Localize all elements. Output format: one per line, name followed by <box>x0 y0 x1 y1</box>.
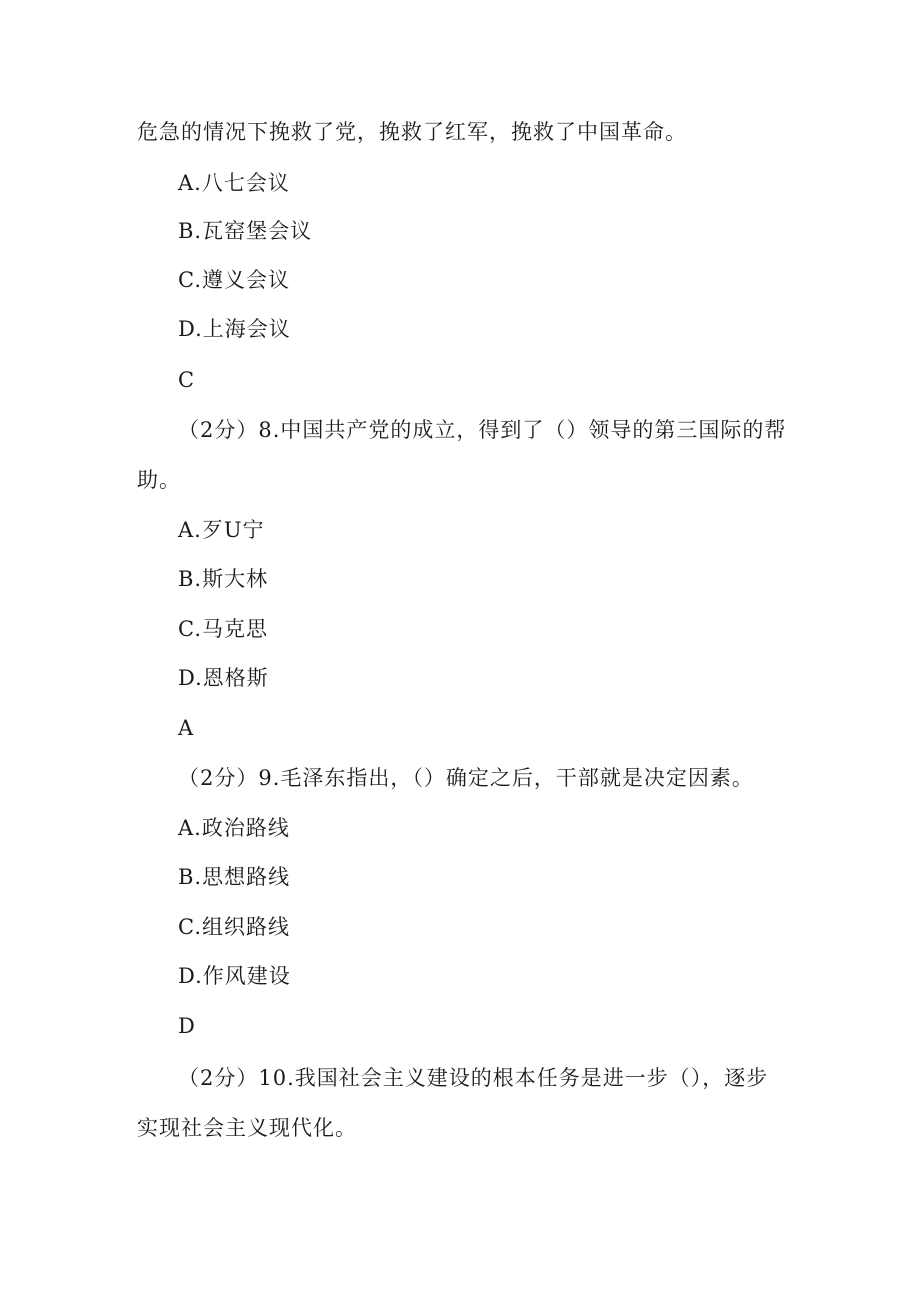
q7-option-a: A.八七会议 <box>178 171 290 195</box>
q8-option-d: D.恩格斯 <box>178 666 269 690</box>
q8-option-b: B.斯大林 <box>178 567 269 591</box>
q8-stem-line1: （2分）8.中国共产党的成立，得到了（）领导的第三国际的帮 <box>178 418 787 442</box>
q7-option-c: C.遵义会议 <box>178 268 290 292</box>
q7-option-d: D.上海会议 <box>178 317 291 341</box>
q9-option-c: C.组织路线 <box>178 915 290 939</box>
q8-answer: A <box>178 716 195 740</box>
q9-option-a: A.政治路线 <box>178 816 290 840</box>
q10-stem-line1: （2分）10.我国社会主义建设的根本任务是进一步（），逐步 <box>178 1066 769 1090</box>
q9-stem: （2分）9.毛泽东指出，（）确定之后，干部就是决定因素。 <box>178 766 754 790</box>
q7-answer: C <box>178 368 196 392</box>
q8-stem-line2: 助。 <box>137 468 181 492</box>
q10-stem-line2: 实现社会主义现代化。 <box>137 1116 357 1140</box>
q7-stem-tail: 危急的情况下挽救了党，挽救了红军，挽救了中国革命。 <box>137 120 687 144</box>
q9-option-b: B.思想路线 <box>178 865 291 889</box>
q9-answer: D <box>178 1014 196 1038</box>
q9-option-d: D.作风建设 <box>178 964 291 988</box>
q8-option-c: C.马克思 <box>178 617 268 641</box>
q8-option-a: A.歹U宁 <box>178 518 265 542</box>
q7-option-b: B.瓦窑堡会议 <box>178 219 313 243</box>
